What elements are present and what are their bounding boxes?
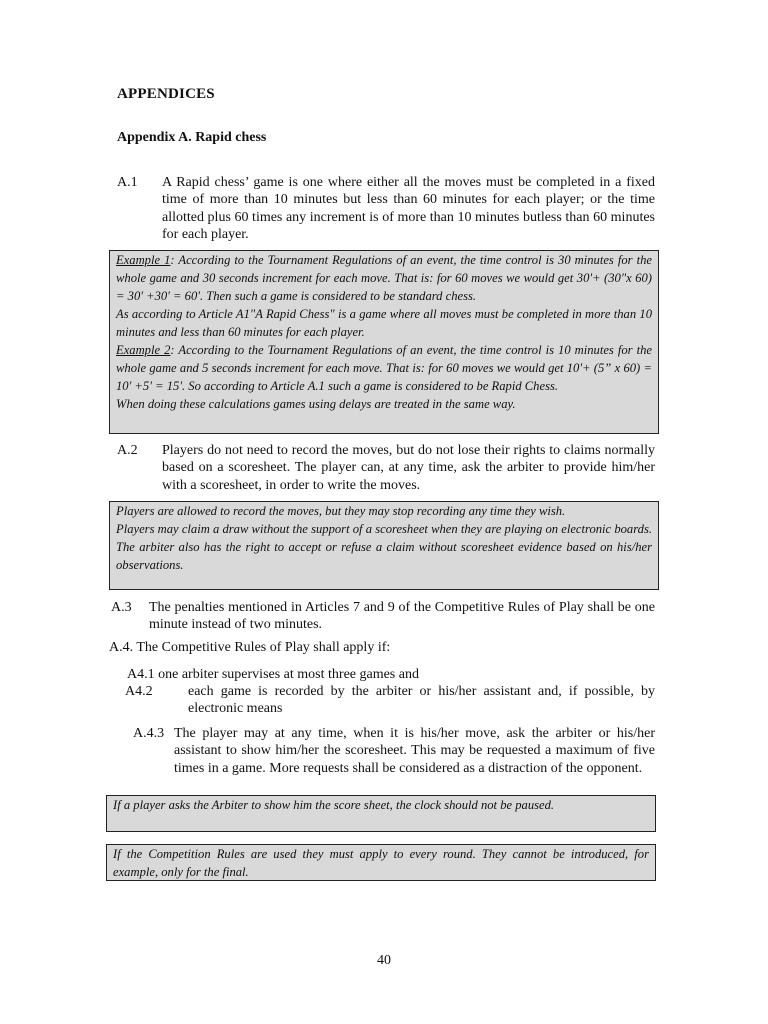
a2-number: A.2: [117, 443, 138, 458]
example-1: [116, 251, 652, 305]
a42-number: A4.2: [125, 684, 153, 699]
scoresheet-note-box: [109, 501, 659, 590]
article-a1-note: As according to Article A1"A Rapid Chess" is a game where all moves must be completed in more than 10 minutes and less than 60 minutes for each player.: [116, 307, 652, 339]
page-number: 40: [377, 953, 391, 968]
a43-number: A.4.3: [133, 726, 165, 741]
example-2: [116, 341, 652, 395]
score-sheet-clock-note: If a player asks the Arbiter to show him the score sheet, the clock should not be paused.: [113, 798, 555, 812]
a4-intro: A.4. The Competitive Rules of Play shall apply if:: [109, 640, 391, 655]
competition-rules-box: [106, 844, 656, 881]
a42-text: each game is recorded by the arbiter or his/her assistant and, if possible, by electronic means: [188, 684, 655, 717]
a3-text: The penalties mentioned in Articles 7 and 9 of the Competitive Rules of Play shall be one minute instead of two minutes.: [149, 600, 655, 633]
a3-number: A.3: [111, 600, 132, 615]
a2-text: Players do not need to record the moves, but do not lose their rights to claims normally based on a scoresheet. The player can, at any time, ask the arbiter to provide him/her with a scoresheet, in order to write the moves.: [162, 443, 655, 493]
appendix-title: Appendix A. Rapid chess: [117, 130, 267, 145]
record-moves-note: Players are allowed to record the moves, but they may stop recording any time they wish.: [116, 504, 566, 518]
score-sheet-clock-box: [106, 795, 656, 832]
example-2-label: Example 2: [116, 343, 171, 357]
example-2-text: : According to the Tournament Regulations of an event, the time control is 10 minutes for the whole game and 5 seconds increment for each move. That is: for 60 moves we would get 10'+ (5” x 60) = 10' +5' = 15'. So according to Article A.1 such a game is considered to be Rapid Chess.: [116, 343, 652, 393]
example-1-text: : According to the Tournament Regulations of an event, the time control is 30 minutes for the whole game and 30 seconds increment for each move. That is: for 60 moves we would get 30'+ (30"x 60) = 30' +30' = 60'. Then such a game is considered to be standard chess.: [116, 253, 652, 303]
a1-number: A.1: [117, 175, 138, 190]
a43-text: The player may at any time, when it is his/her move, ask the arbiter or his/her assistant to show him/her the scoresheet. This may be requested a maximum of five times in a game. More requests shall be considered as a distraction of the opponent.: [174, 726, 655, 776]
a41-text: A4.1 one arbiter supervises at most three games and: [127, 667, 419, 682]
example-1-label: Example 1: [116, 253, 171, 267]
a1-text: A Rapid chess’ game is one where either all the moves must be completed in a fixed time of more than 10 minutes but less than 60 minutes for each player; or the time allotted plus 60 times any increment is of more than 10 minutes butless than 60 minutes for each player.: [162, 175, 655, 243]
competition-rules-note: If the Competition Rules are used they must apply to every round. They cannot be introduced, for example, only for the final.: [113, 847, 649, 879]
draw-claim-note: Players may claim a draw without the support of a scoresheet when they are playing on electronic boards. The arbiter also has the right to accept or refuse a claim without scoresheet evidence based on his/her observations.: [116, 522, 652, 572]
example-box-1: [109, 250, 659, 434]
page-heading: APPENDICES: [117, 86, 215, 102]
delays-note: When doing these calculations games using delays are treated in the same way.: [116, 397, 516, 411]
